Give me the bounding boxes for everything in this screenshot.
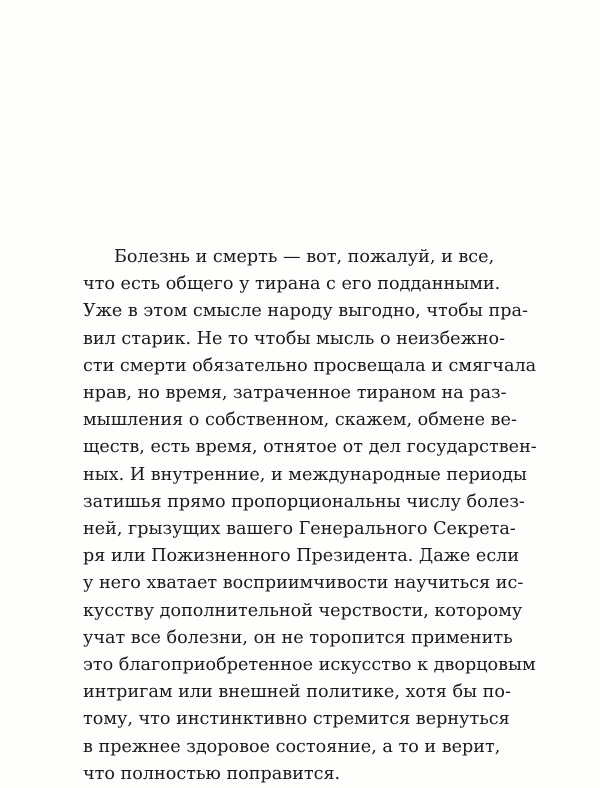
text-line: мышления о собственном, скажем, обмене ве- [83,410,517,431]
text-line: Уже в этом смысле народу выгодно, чтобы пра- [83,301,528,322]
text-line: интригам или внешней политике, хотя бы по- [83,682,511,703]
text-line: в прежнее здоровое состояние, а то и верит, [83,736,501,757]
text-line: тому, что инстинктивно стремится вернуться [83,709,510,730]
text-line: Болезнь и смерть — вот, пожалуй, и все, [114,247,495,267]
text-line: ных. И внутренние, и международные периоды [83,464,527,485]
text-line: что полностью поправится. [83,763,341,784]
text-line: ря или Пожизненного Президента. Даже если [83,546,520,567]
text-line: сти смерти обязательно просвещала и смягчала [83,355,537,376]
text-line: затишья прямо пропорциональны числу болез- [83,491,525,512]
text-line: нрав, но время, затраченное тираном на раз- [83,383,507,404]
text-line: учат все болезни, он не торопится применить [83,627,513,648]
text-line: это благоприобретенное искусство к дворцовым [83,655,536,676]
text-line: ней, грызущих вашего Генерального Секрета- [83,519,516,540]
text-line: что есть общего у тирана с его подданными. [83,274,501,295]
text-line: ществ, есть время, отнятое от дел государствен- [83,437,537,458]
text-line: вил старик. Не то чтобы мысль о неизбежно- [83,328,506,349]
body-paragraph [83,244,537,788]
text-line: у него хватает восприимчивости научиться ис- [83,573,524,594]
text-line: кусству дополнительной черствости, которому [83,600,523,621]
